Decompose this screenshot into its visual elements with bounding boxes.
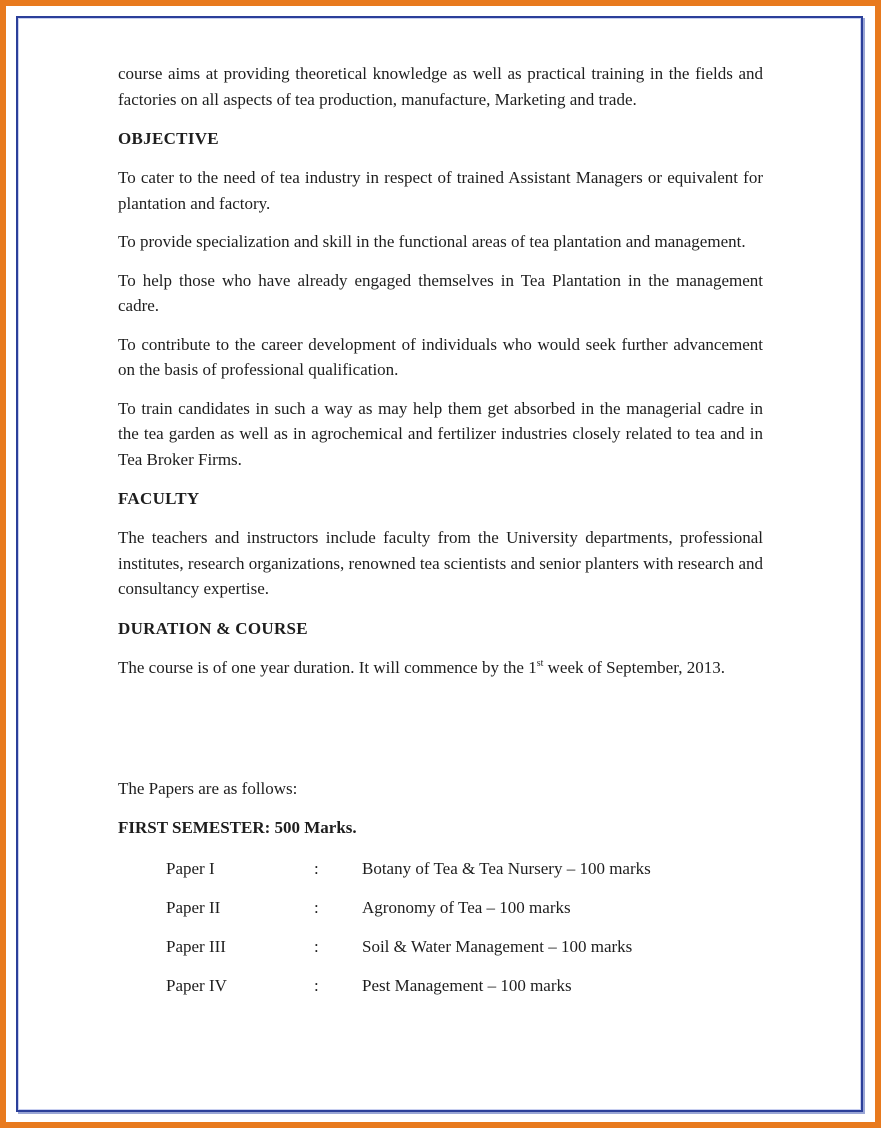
objective-item: To help those who have already engaged themselves in Tea Plantation in the management cadre. (118, 270, 763, 315)
paper-name: Paper I (166, 859, 215, 878)
duration-paragraph (118, 655, 763, 681)
paper-separator: : (314, 937, 319, 956)
duration-superscript: st (536, 657, 544, 669)
objective-item: To cater to the need of tea industry in respect of trained Assistant Managers or equivalent for plantation and factory. (118, 168, 763, 213)
paper-separator: : (314, 976, 319, 995)
objective-item: To contribute to the career development of individuals who would seek further advancement on the basis of professional qualification. (118, 334, 763, 379)
first-semester-heading: FIRST SEMESTER: 500 Marks. (118, 817, 357, 837)
paper-row (118, 934, 763, 973)
faculty-heading: FACULTY (118, 489, 200, 508)
paper-description: Agronomy of Tea – 100 marks (362, 898, 571, 917)
faculty-paragraph: The teachers and instructors include faculty from the University departments, professional institutes, research organizations, renowned tea scientists and senior planters with research and consultancy expertise. (118, 528, 764, 598)
duration-heading: DURATION & COURSE (118, 618, 308, 638)
paper-description: Pest Management – 100 marks (362, 976, 572, 995)
paper-row (118, 856, 763, 895)
duration-text-start: The course is of one year duration. It will commence by the 1 (118, 657, 537, 677)
paper-row (118, 973, 763, 1012)
objective-item: To provide specialization and skill in the functional areas of tea plantation and management. (118, 232, 746, 251)
paper-description: Soil & Water Management – 100 marks (362, 937, 633, 956)
objective-heading: OBJECTIVE (118, 129, 219, 148)
papers-intro: The Papers are as follows: (118, 779, 298, 798)
duration-text-end: week of September, 2013. (543, 657, 725, 677)
intro-paragraph: course aims at providing theoretical knowledge as well as practical training in the fields and factories on all aspects of tea production, manufacture, Marketing and trade. (118, 64, 763, 109)
paper-separator: : (314, 859, 319, 878)
paper-separator: : (314, 898, 319, 917)
objective-item: To train candidates in such a way as may help them get absorbed in the managerial cadre in the tea garden as well as in agrochemical and fertilizer industries closely related to tea and in Tea Broker Firms. (118, 398, 763, 469)
paper-row (118, 895, 763, 934)
paper-description: Botany of Tea & Tea Nursery – 100 marks (362, 859, 651, 878)
document-body (118, 61, 763, 1012)
paper-name: Paper II (166, 898, 221, 917)
paper-name: Paper III (166, 937, 226, 956)
paper-name: Paper IV (166, 976, 227, 995)
